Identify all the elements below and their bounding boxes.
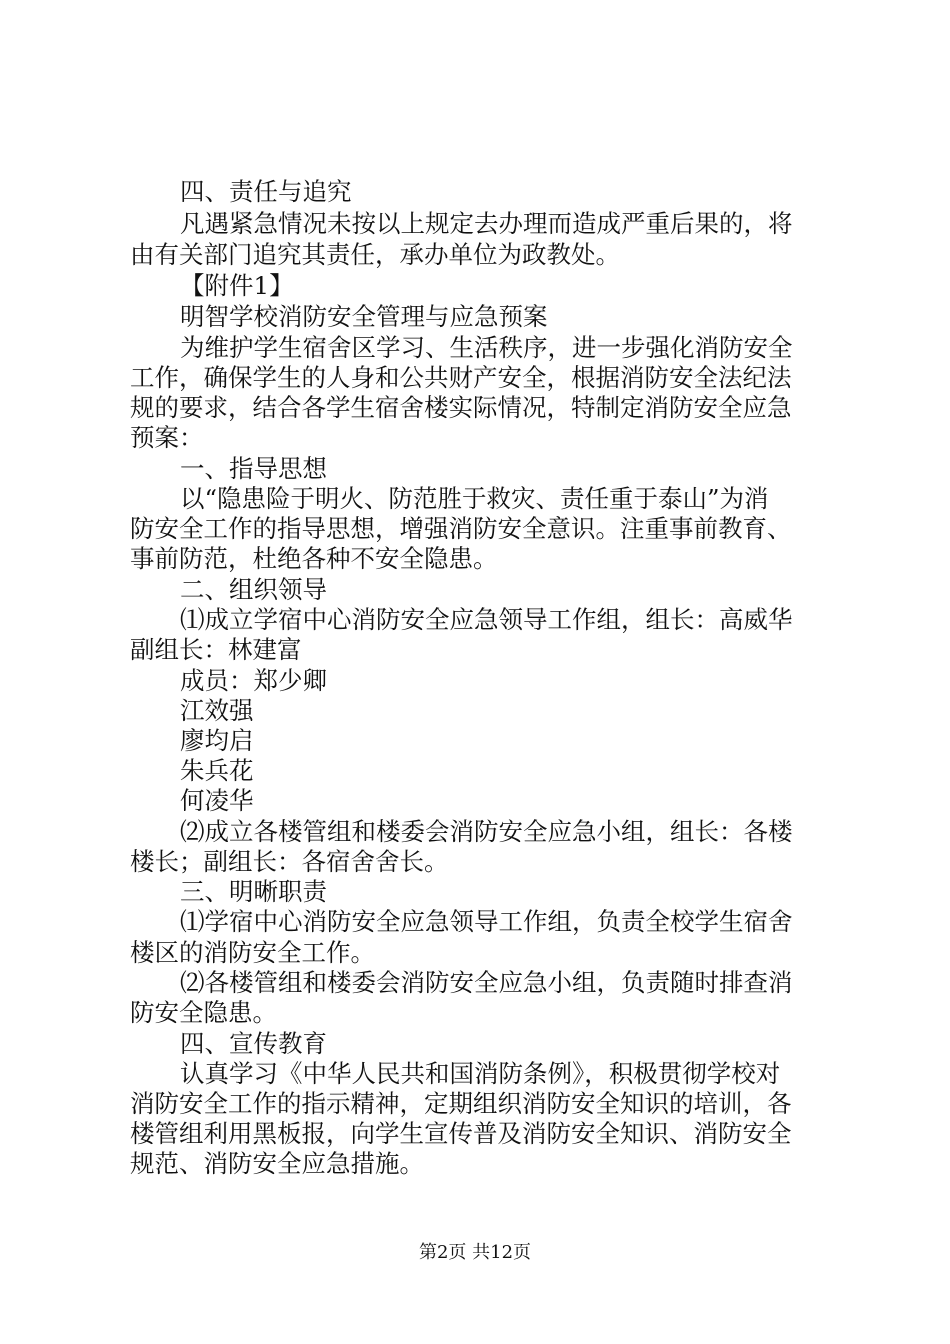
paragraph-line: 工作，确保学生的人身和公共财产安全，根据消防安全法纪法 [130, 363, 792, 392]
page-number-footer: 第2页 共12页 [418, 1242, 532, 1263]
paragraph-line: 规范、消防安全应急措施。 [130, 1149, 424, 1178]
paragraph-line: 为维护学生宿舍区学习、生活秩序，进一步强化消防安全 [180, 333, 793, 362]
member-line: 朱兵花 [180, 756, 254, 785]
section-heading-duties: 三、明晰职责 [180, 877, 327, 906]
section-heading-responsibility: 四、责任与追究 [180, 177, 352, 206]
member-line: 江效强 [180, 696, 254, 725]
paragraph-line: 楼管组利用黑板报，向学生宣传普及消防安全知识、消防安全 [130, 1119, 792, 1148]
paragraph-line: ⑴学宿中心消防安全应急领导工作组，负责全校学生宿舍 [180, 907, 793, 936]
member-line: 廖均启 [180, 726, 254, 755]
paragraph-line: 防安全工作的指导思想，增强消防安全意识。注重事前教育、 [130, 514, 792, 543]
paragraph-line: 副组长：林建富 [130, 635, 302, 664]
paragraph-line: 以“隐患险于明火、防范胜于救灾、责任重于泰山”为消 [180, 484, 769, 513]
paragraph-line: ⑴成立学宿中心消防安全应急领导工作组，组长：高威华 [180, 605, 793, 634]
paragraph-line: 规的要求，结合各学生宿舍楼实际情况，特制定消防安全应急 [130, 393, 792, 422]
section-heading-publicity: 四、宣传教育 [180, 1029, 327, 1058]
paragraph-line: 认真学习《中华人民共和国消防条例》，积极贯彻学校对 [180, 1059, 781, 1088]
document-title: 明智学校消防安全管理与应急预案 [180, 302, 548, 331]
section-heading-organization: 二、组织领导 [180, 575, 327, 604]
paragraph-line: 由有关部门追究其责任，承办单位为政教处。 [130, 240, 620, 269]
paragraph-line: 防安全隐患。 [130, 998, 277, 1027]
paragraph-line: 楼长；副组长：各宿舍舍长。 [130, 847, 449, 876]
paragraph-line: 楼区的消防安全工作。 [130, 938, 375, 967]
paragraph-line: ⑵各楼管组和楼委会消防安全应急小组，负责随时排查消 [180, 968, 793, 997]
section-heading-guiding-thought: 一、指导思想 [180, 454, 327, 483]
paragraph-line: 消防安全工作的指示精神，定期组织消防安全知识的培训，各 [130, 1089, 792, 1118]
paragraph-line: 事前防范，杜绝各种不安全隐患。 [130, 544, 498, 573]
paragraph-line: ⑵成立各楼管组和楼委会消防安全应急小组，组长：各楼 [180, 817, 793, 846]
paragraph-line: 凡遇紧急情况未按以上规定去办理而造成严重后果的，将 [180, 209, 793, 238]
attachment-label: 【附件1】 [180, 271, 294, 300]
paragraph-line: 预案： [130, 423, 204, 452]
member-line: 何凌华 [180, 786, 254, 815]
member-line: 成员：郑少卿 [180, 666, 327, 695]
